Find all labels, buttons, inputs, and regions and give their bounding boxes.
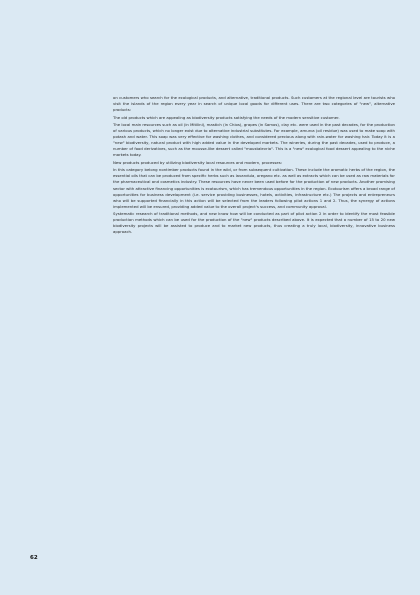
paragraph: In this category belong nontimber products found in the wild, or from subsequent cultivation. These include the aromatic herbs of the region, the essential oils that can be produced from specific herbs such as lavandula, oregano etc. as well as extracts which can be used as raw materials for the pharmaceutical and cosmetics industry. These resources have never been used before for the production of new products. Another promising sector with attractive financing opportunities is ecotourism, which has tremendous opportunities in the region. Ecotourism offers a broad range of opportunities for business development (i.e. service providing businesses, hotels, activities, infrastructure etc.) The projects and entrepreneurs who will be supported financially in this action will be selected from the leaders following pilot actions 1 and 2. Thus, the synergy of actions implemented will be ensured, providing added value to the overall project's success, and community approval. [113, 167, 395, 209]
paragraph: Systematic research of traditional methods, and new know how will be conducted as part of pilot action 2 in order to identify the most feasible production methods which can be used for the production of the "new" products described above. It is expected that a number of 15 to 20 new biodiversity projects will be assisted to produce and to market new products, thus creating a truly local, biodiversity, innovative business approach. [113, 211, 395, 235]
paragraph: New products produced by utilizing biodiversity local resources and modern, processes: [113, 159, 283, 165]
paragraph: The local main resources such as oil (in Mitilini), mastich (in Chios), grapes (in Samos), clay etc. were used in the past decades, for the production of various products, which no longer exist due to alternative industrial substitutes. For example, amurca (oil residue) was used to make soap with potash and water. This soap was very effective for washing clothes, and considered precious along with rain-water for washing hair. Today it is a "new" biodiversity, natural product with high added value in the developed markets. The wineries, during the past decades, used to produce, a number of food derivatives, such as the mousse-like dessert called "moustalevria". This is a "new" ecological food dessert appealing to the niche markets today. [113, 121, 395, 158]
paragraph: on customers who search for the ecological products, and alternative, traditional products. Such customers at the regional level are tourists who visit the islands of the region every year in search of unique local goods for different uses. There are two categories of "new", alternative products: [113, 95, 395, 113]
page-number: 62 [30, 555, 38, 561]
paragraph: The old products which are appealing as biodiversity products satisfying the needs of the modern sensitive customer. [113, 114, 340, 120]
body-text [113, 95, 395, 237]
